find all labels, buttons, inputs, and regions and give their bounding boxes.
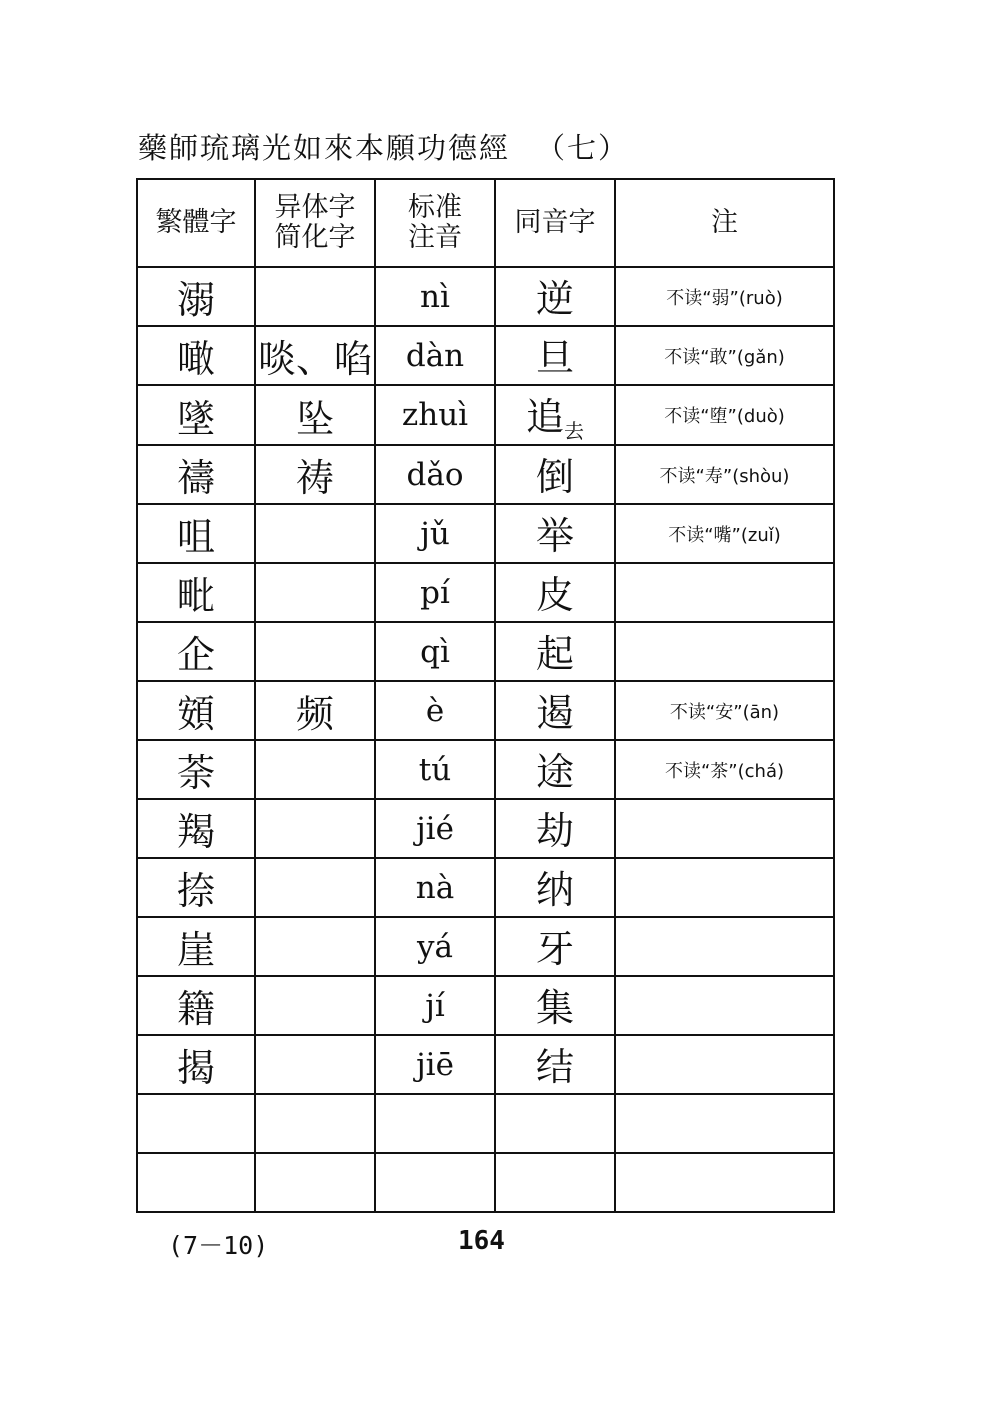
note-cell: 不读“茶”(chá) [615, 740, 834, 799]
table-row [137, 385, 834, 445]
homophone-cell: 追去 [495, 385, 615, 445]
traditional-cell: 頞 [137, 681, 255, 740]
table-row [137, 976, 834, 1035]
variant-cell [255, 1153, 375, 1212]
variant-cell [255, 1035, 375, 1094]
pinyin-cell: pí [375, 563, 495, 622]
traditional-cell: 禱 [137, 445, 255, 504]
header-traditional: 繁體字 [137, 179, 255, 267]
homophone-cell: 集 [495, 976, 615, 1035]
homophone-cell: 皮 [495, 563, 615, 622]
traditional-cell: 揭 [137, 1035, 255, 1094]
table-row [137, 740, 834, 799]
page-title [138, 126, 629, 167]
note-cell [615, 799, 834, 858]
pinyin-cell: dàn [375, 326, 495, 385]
pinyin-cell: jǔ [375, 504, 495, 563]
table-row [137, 326, 834, 385]
note-cell: 不读“敢”(gǎn) [615, 326, 834, 385]
note-cell: 不读“嘴”(zuǐ) [615, 504, 834, 563]
pinyin-cell [375, 1094, 495, 1153]
traditional-cell: 墜 [137, 385, 255, 445]
pinyin-cell: tú [375, 740, 495, 799]
note-cell [615, 622, 834, 681]
section-code: (7－10) [168, 1231, 269, 1260]
part-number: （七） [536, 131, 630, 165]
table-row [137, 622, 834, 681]
variant-cell [255, 858, 375, 917]
pinyin-cell: yá [375, 917, 495, 976]
variant-cell [255, 622, 375, 681]
variant-cell: 频 [255, 681, 375, 740]
table-row [137, 504, 834, 563]
pinyin-cell: dǎo [375, 445, 495, 504]
note-cell [615, 917, 834, 976]
variant-cell: 祷 [255, 445, 375, 504]
traditional-cell: 咀 [137, 504, 255, 563]
traditional-cell: 捺 [137, 858, 255, 917]
traditional-cell: 噉 [137, 326, 255, 385]
pinyin-cell: nà [375, 858, 495, 917]
variant-cell [255, 504, 375, 563]
homophone-cell [495, 1153, 615, 1212]
note-cell [615, 1153, 834, 1212]
table-row [137, 267, 834, 326]
table-row [137, 1035, 834, 1094]
traditional-cell: 崖 [137, 917, 255, 976]
pinyin-cell: zhuì [375, 385, 495, 445]
table-row [137, 799, 834, 858]
variant-cell [255, 917, 375, 976]
homophone-cell: 纳 [495, 858, 615, 917]
traditional-cell: 毗 [137, 563, 255, 622]
note-cell: 不读“寿”(shòu) [615, 445, 834, 504]
note-cell: 不读“堕”(duò) [615, 385, 834, 445]
table-row [137, 445, 834, 504]
table-row [137, 563, 834, 622]
sutra-title: 藥師琉璃光如來本願功德經 [138, 131, 511, 165]
variant-cell [255, 1094, 375, 1153]
variant-cell: 坠 [255, 385, 375, 445]
homophone-cell: 牙 [495, 917, 615, 976]
variant-cell: 啖、啗 [255, 326, 375, 385]
pinyin-cell: nì [375, 267, 495, 326]
pinyin-cell: è [375, 681, 495, 740]
pinyin-cell [375, 1153, 495, 1212]
pronunciation-table [136, 178, 835, 1213]
note-cell: 不读“安”(ān) [615, 681, 834, 740]
note-cell [615, 976, 834, 1035]
header-pinyin: 标准 注音 [375, 179, 495, 267]
pinyin-cell: qì [375, 622, 495, 681]
homophone-cell: 途 [495, 740, 615, 799]
traditional-cell: 溺 [137, 267, 255, 326]
note-cell: 不读“弱”(ruò) [615, 267, 834, 326]
note-cell [615, 1035, 834, 1094]
note-cell [615, 563, 834, 622]
homophone-cell: 起 [495, 622, 615, 681]
traditional-cell [137, 1094, 255, 1153]
note-cell [615, 1094, 834, 1153]
header-note: 注 [615, 179, 834, 267]
variant-cell [255, 267, 375, 326]
homophone-cell: 倒 [495, 445, 615, 504]
traditional-cell: 羯 [137, 799, 255, 858]
homophone-cell: 逆 [495, 267, 615, 326]
traditional-cell: 籍 [137, 976, 255, 1035]
page-number: 164 [458, 1226, 505, 1256]
traditional-cell [137, 1153, 255, 1212]
table-row [137, 858, 834, 917]
table-row [137, 917, 834, 976]
homophone-cell: 旦 [495, 326, 615, 385]
traditional-cell: 荼 [137, 740, 255, 799]
homophone-cell [495, 1094, 615, 1153]
pinyin-cell: jié [375, 799, 495, 858]
tone-mark: 去 [564, 419, 584, 443]
table-row [137, 1094, 834, 1153]
homophone-cell: 劫 [495, 799, 615, 858]
variant-cell [255, 740, 375, 799]
homophone-cell: 遏 [495, 681, 615, 740]
header-variant: 异体字 简化字 [255, 179, 375, 267]
homophone-cell: 举 [495, 504, 615, 563]
homophone-cell: 结 [495, 1035, 615, 1094]
header-homophone: 同音字 [495, 179, 615, 267]
table-row [137, 681, 834, 740]
variant-cell [255, 799, 375, 858]
note-cell [615, 858, 834, 917]
variant-cell [255, 976, 375, 1035]
header-row [137, 179, 834, 267]
table-row [137, 1153, 834, 1212]
variant-cell [255, 563, 375, 622]
pinyin-cell: jí [375, 976, 495, 1035]
traditional-cell: 企 [137, 622, 255, 681]
pinyin-cell: jiē [375, 1035, 495, 1094]
